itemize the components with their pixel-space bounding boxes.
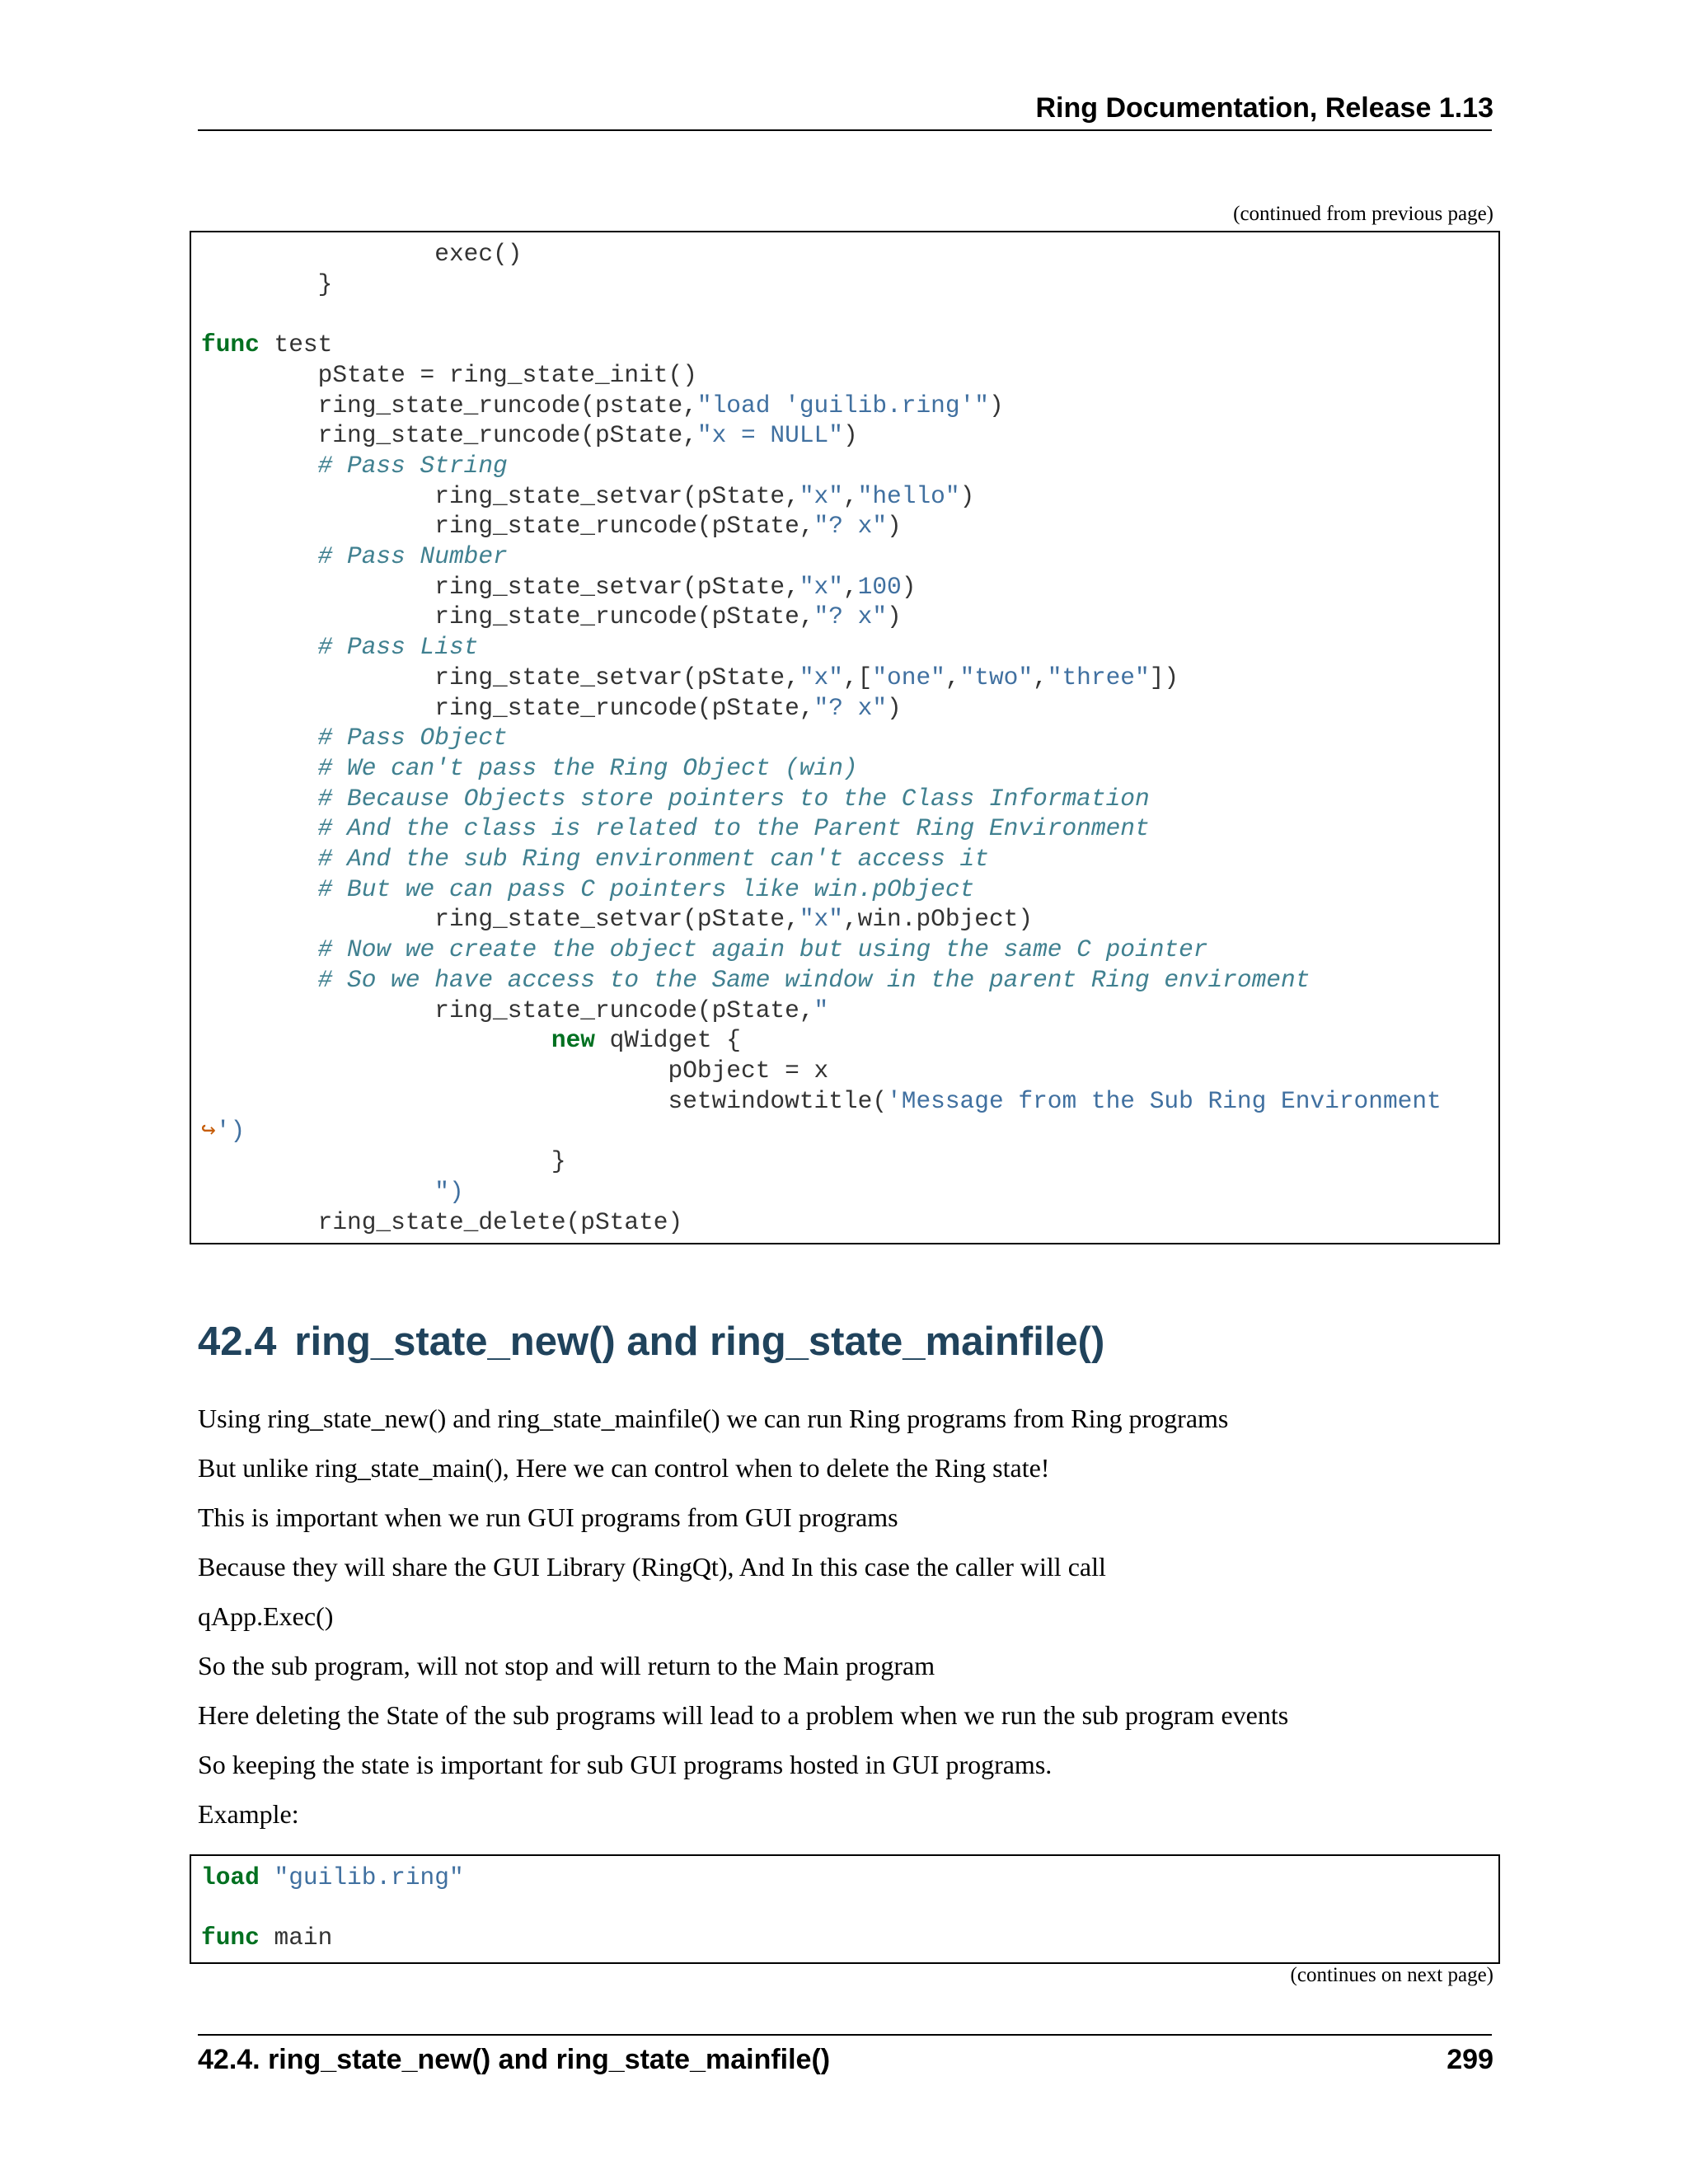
paragraph: So keeping the state is important for sub GUI programs hosted in GUI programs. xyxy=(198,1750,1053,1779)
code-listing: exec() } func test pState = ring_state_init() ring_state_runcode(pstate,"load 'guilib.ring'") ring_state_runcode(pState,"x = NULL") # Pass String ring_state_setvar(pState,"x","hello") ring_state_runcode(pState,"? x") # Pass Number ring_state_setvar(pState,"x",100) ring_state_runcode(pState,"? x") # Pass List ring_state_setvar(pState,"x",["one","two","three"]) ring_state_runcode(pState,"? x") # Pass Object # We can't pass the Ring Object (win) # Because Objects store pointers to the Class Information # And the class is related to the Parent Ring Environment # And the sub Ring environment can't access it # But we can pass C pointers like win.pObject ring_state_setvar(pState,"x",win.pObject) # Now we create the object again but using the same C pointer # So we have access to the Same window in the parent Ring enviroment ring_state_runcode(pState," new qWidget { pObject = x setwindowtitle('Message from the Sub Ring Environment ↪') } ") ring_state_delete(pState) xyxy=(201,240,1442,1236)
section-heading xyxy=(198,1319,1104,1365)
code-block-example xyxy=(190,1854,1500,1964)
section-title: ring_state_new() and ring_state_mainfile() xyxy=(294,1319,1105,1364)
paragraph: This is important when we run GUI programs from GUI programs xyxy=(198,1502,898,1532)
continues-on-note: (continues on next page) xyxy=(1290,1964,1493,1986)
paragraph: Example: xyxy=(198,1799,299,1829)
paragraph: qApp.Exec() xyxy=(198,1601,334,1631)
paragraph: Here deleting the State of the sub programs will lead to a problem when we run the sub program events xyxy=(198,1700,1289,1730)
paragraph: So the sub program, will not stop and will return to the Main program xyxy=(198,1651,935,1680)
paragraph: Because they will share the GUI Library (RingQt), And In this case the caller will call xyxy=(198,1552,1106,1582)
header-rule xyxy=(198,129,1492,131)
page-number: 299 xyxy=(1447,2044,1493,2075)
paragraph: But unlike ring_state_main(), Here we can control when to delete the Ring state! xyxy=(198,1453,1050,1483)
code-listing: load "guilib.ring" func main xyxy=(201,1863,464,1952)
footer-section-label: 42.4. ring_state_new() and ring_state_mainfile() xyxy=(198,2044,831,2075)
paragraph: Using ring_state_new() and ring_state_mainfile() we can run Ring programs from Ring programs xyxy=(198,1404,1229,1433)
continued-from-note: (continued from previous page) xyxy=(1233,203,1493,225)
page-header-title: Ring Documentation, Release 1.13 xyxy=(1035,92,1493,124)
section-number: 42.4 xyxy=(198,1319,277,1364)
footer-rule xyxy=(198,2034,1492,2036)
code-block xyxy=(190,231,1500,1244)
